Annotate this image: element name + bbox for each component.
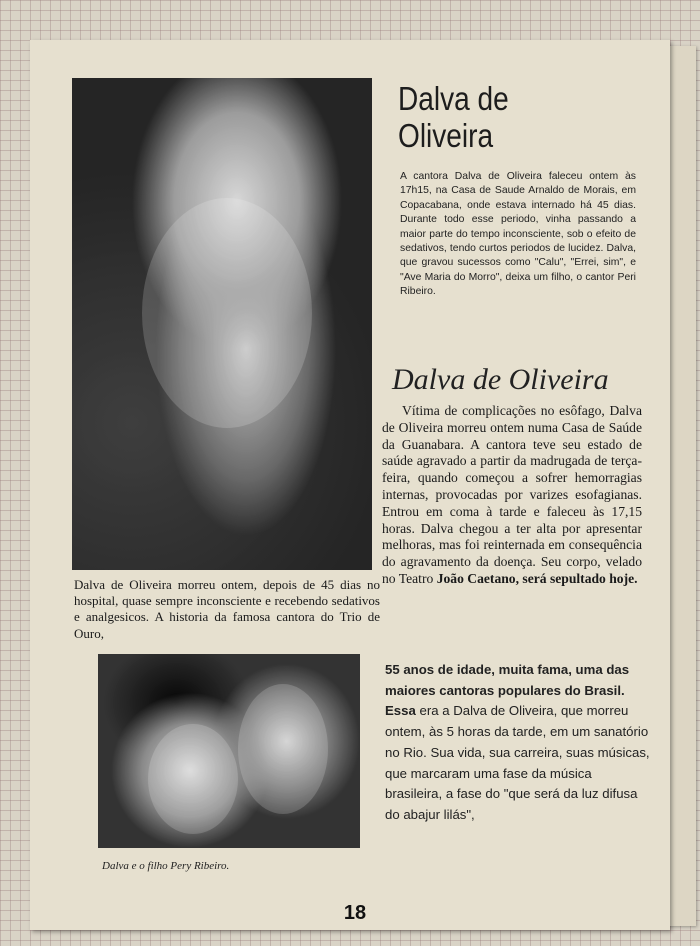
- portrait-caption: Dalva de Oliveira morreu ontem, depois de 45 dias no hospital, quase sempre inconsciente e recebendo sedativos e analgesicos. A historia da famosa cantora do Trio de Ouro,: [74, 577, 380, 641]
- article1-intro: A cantora Dalva de Oliveira faleceu ontem às 17h15, na Casa de Saude Arnaldo de Morais, em Copacabana, onde estava internado há 45 dias. Durante todo esse periodo, vinha passando a maior parte do tempo inconsciente, sob o efeito de sedativos, tendo curtos periodos de lucidez. Dalva, que gravou sucessos como "Calu", "Errei, sim", e "Ave Maria do Morro", deixa um filho, o cantor Peri Ribeiro.: [400, 171, 636, 298]
- page-number: 18: [343, 902, 367, 924]
- dalva-face: [148, 724, 238, 834]
- portrait-face: [142, 198, 312, 428]
- photo2-caption: Dalva e o filho Pery Ribeiro.: [102, 860, 230, 872]
- title-line-2: Oliveira: [398, 117, 494, 154]
- lede-regular: era a Dalva de Oliveira, que morreu ontem, às 5 horas da tarde, em um sanatório no Rio. Sua vida, sua carreira, suas músicas, que marcaram uma fase da música brasileira, a fase do "que será da luz difusa do abajur lilás",: [385, 703, 650, 822]
- dalva-portrait-photo: [72, 78, 372, 570]
- article2-body-text: Vítima de complicações no esôfago, Dalva de Oliveira morreu ontem numa Casa de Saúde da Guanabara. A cantora teve seu estado de saúde agravado a partir da madrugada de terça-feira, quando começou a sofrer hemorragias internas, provocadas por varizes esofagianas. Entrou em coma à tarde e faleceu às 17,15 horas. Dalva chegou a ter alta por apresentar melhoras, mas foi reinternada em consequência do agravamento da doença. Seu corpo, velado no Teatro: [382, 403, 642, 586]
- son-face: [238, 684, 328, 814]
- article1-title: [398, 80, 602, 154]
- lede-bold: 55 anos de idade, muita fama, uma das maiores cantoras populares do Brasil. Essa: [385, 662, 630, 719]
- dalva-and-son-photo: [98, 654, 360, 848]
- next-page-edge: [668, 46, 696, 926]
- magazine-page: [30, 40, 670, 930]
- lede-paragraph: [385, 660, 650, 826]
- article2-body-tail: João Caetano, será sepultado hoje.: [436, 570, 638, 586]
- article2-title: Dalva de Oliveira: [392, 363, 609, 396]
- article2-body: [382, 403, 642, 588]
- title-line-1: Dalva de: [398, 80, 509, 117]
